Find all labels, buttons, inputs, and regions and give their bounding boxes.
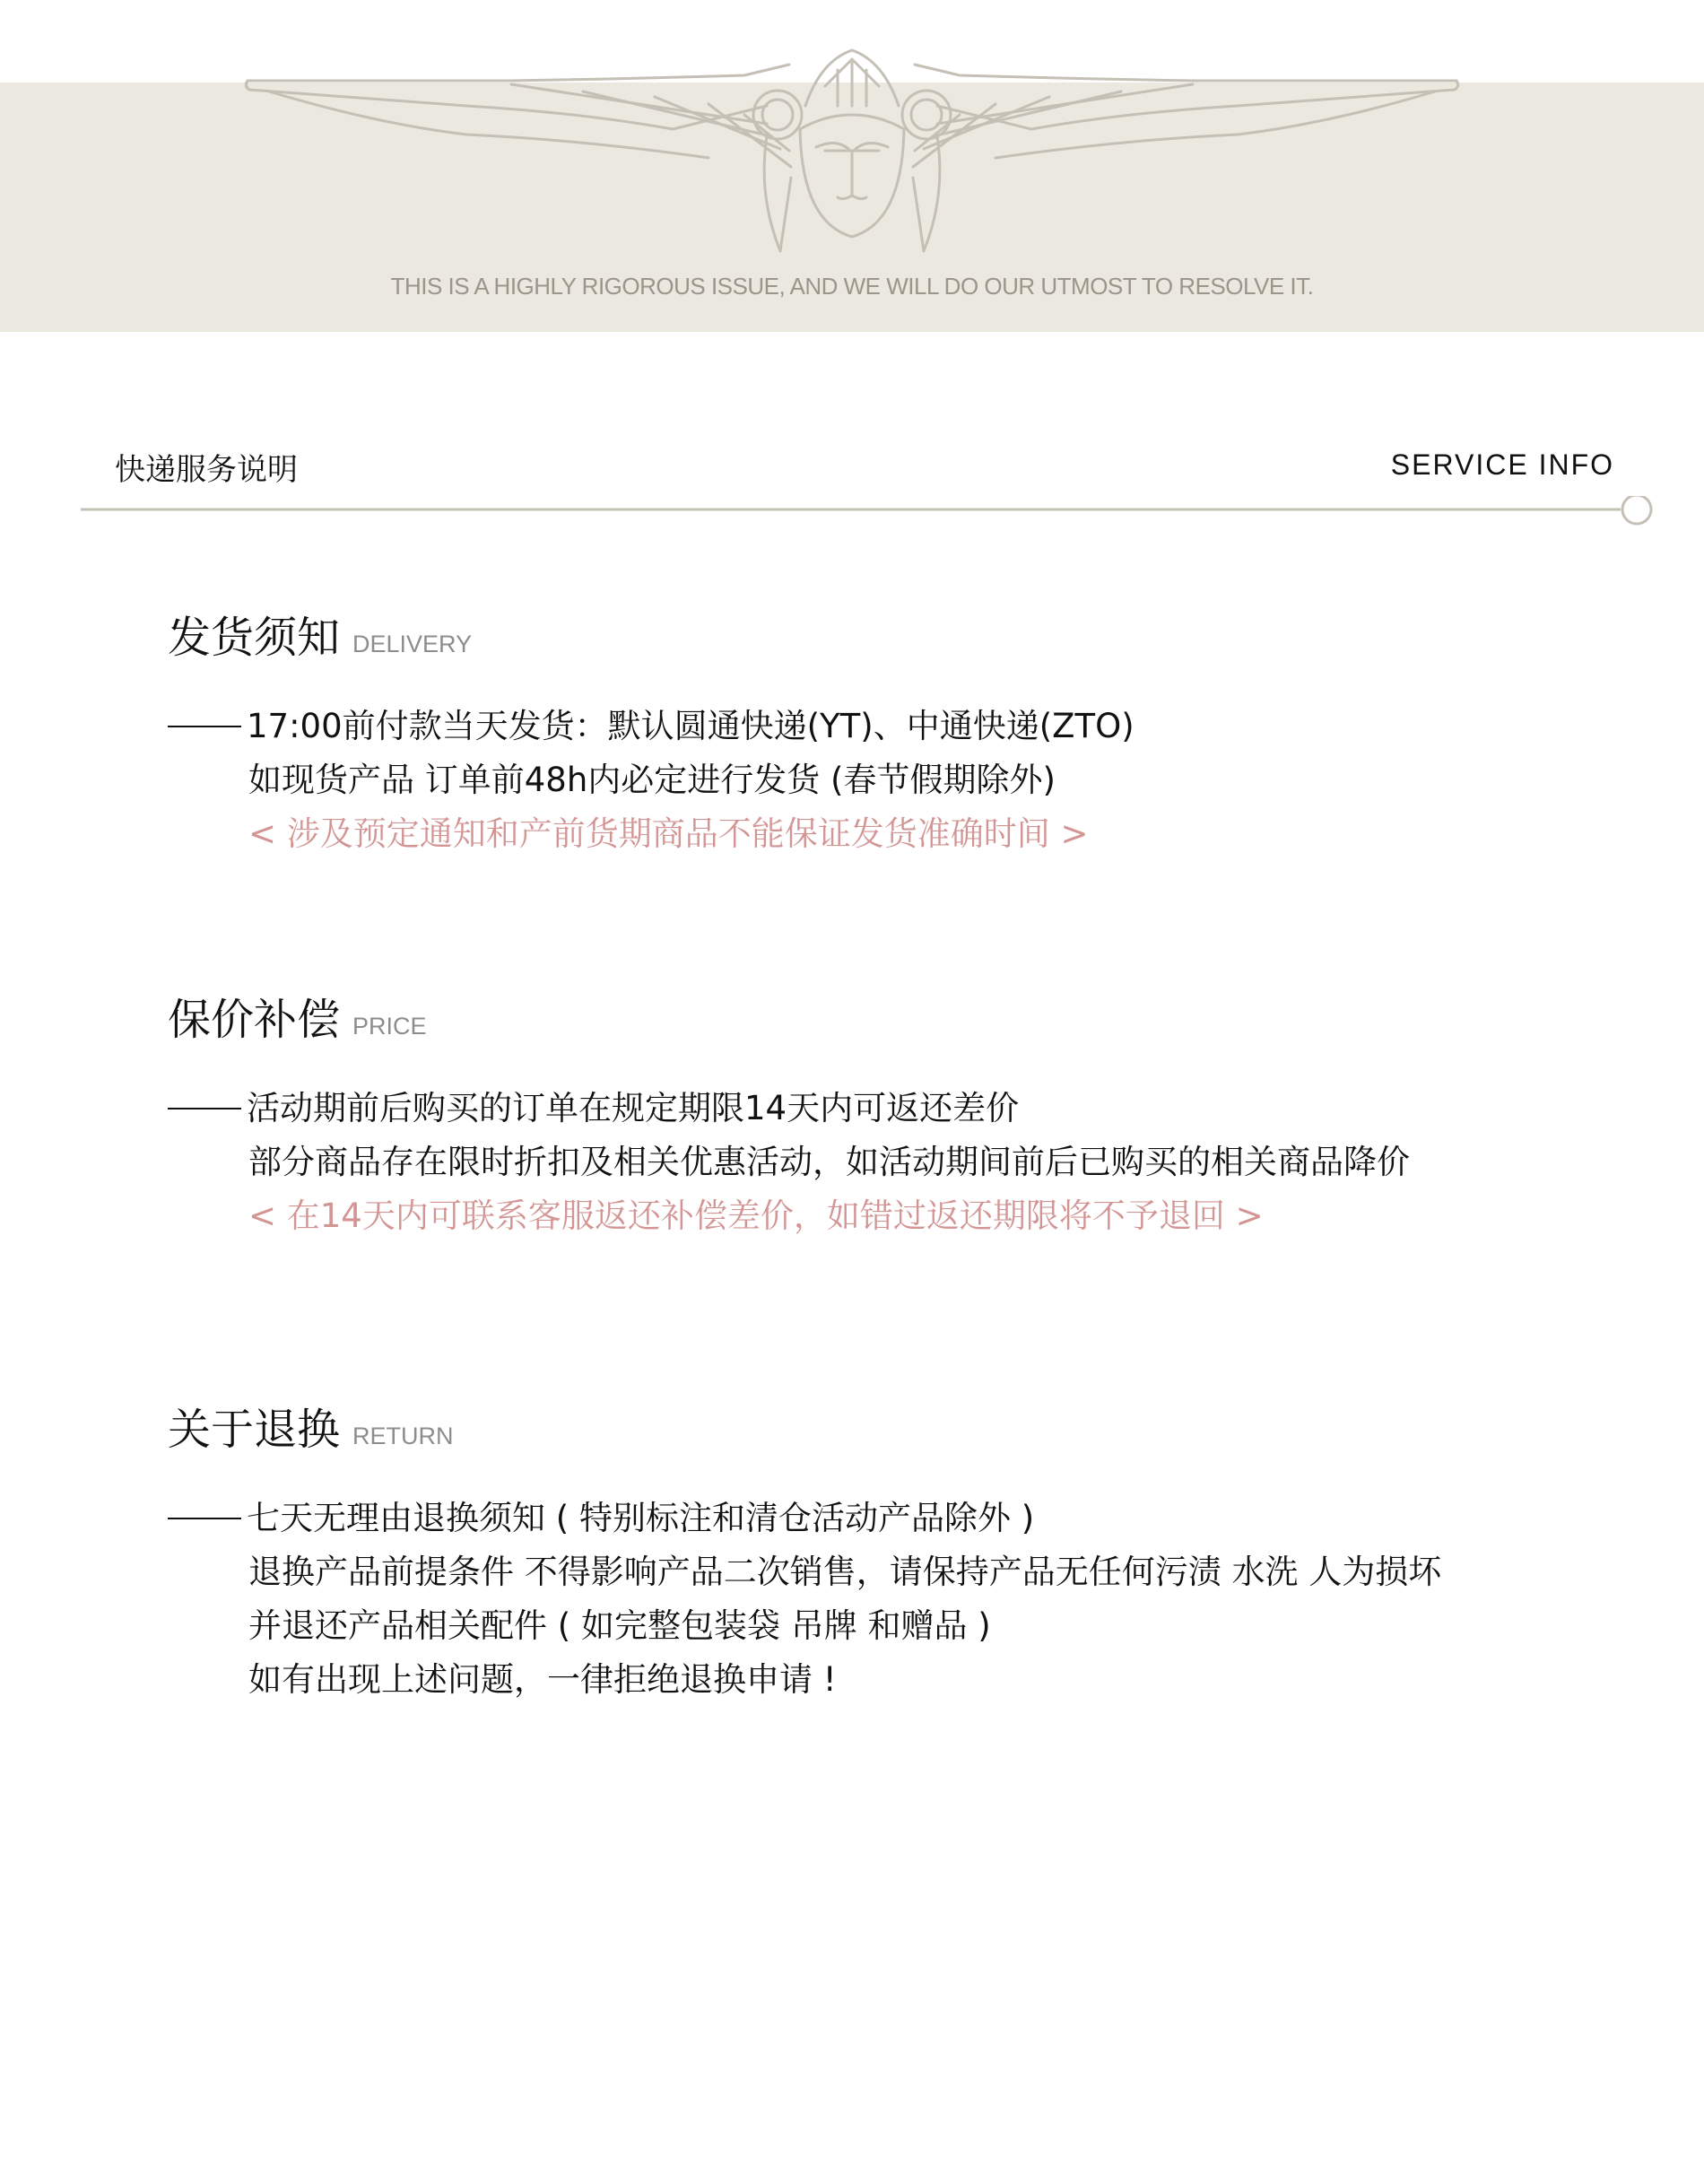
section-price [168, 985, 1603, 1243]
note-text: < 在14天内可联系客服返还补偿差价，如错过返还期限将不予退回 > [248, 1196, 1264, 1235]
line-text: 七天无理由退换须知 ( 特别标注和清仓活动产品除外 ) [247, 1499, 1035, 1537]
page-title-en: SERVICE INFO [1390, 448, 1614, 481]
list-item: 如有出现上述问题，一律拒绝退换申请 ! [248, 1660, 837, 1699]
section-title-en: PRICE [352, 1013, 427, 1040]
list-item [168, 1492, 1603, 1545]
list-item [168, 1082, 1603, 1136]
section-title [168, 985, 1603, 1048]
list-item: 如现货产品 订单前48h内必定进行发货 (春节假期除外) [248, 761, 1056, 799]
section-title-en: RETURN [352, 1423, 454, 1449]
header-tagline: THIS IS A HIGHLY RIGOROUS ISSUE, AND WE WILL DO OUR UTMOST TO RESOLVE IT. [390, 273, 1314, 300]
winged-helmet-emblem-icon [242, 43, 1462, 258]
section-title-cn: 保价补偿 [168, 995, 341, 1045]
dash-icon [168, 726, 241, 727]
title-divider [81, 496, 1655, 532]
section-title-cn: 关于退换 [168, 1405, 341, 1455]
section-return [168, 1395, 1603, 1707]
line-text: 活动期前后购买的订单在规定期限14天内可返还差价 [247, 1089, 1020, 1127]
dash-icon [168, 1108, 241, 1109]
section-title-en: DELIVERY [352, 631, 473, 657]
line-text: 17:00前付款当天发货：默认圆通快递(YT)、中通快递(ZTO) [247, 707, 1135, 745]
section-title-cn: 发货须知 [168, 613, 341, 663]
section-title [168, 603, 1603, 666]
page-title-cn: 快递服务说明 [115, 452, 298, 488]
section-title [168, 1395, 1603, 1457]
list-item: 并退还产品相关配件 ( 如完整包装袋 吊牌 和赠品 ) [248, 1606, 991, 1645]
list-item: 退换产品前提条件 不得影响产品二次销售，请保持产品无任何污渍 水洗 人为损坏 [248, 1553, 1442, 1591]
section-delivery [168, 603, 1603, 861]
dash-icon [168, 1518, 241, 1519]
list-item [168, 700, 1603, 753]
list-item: 部分商品存在限时折扣及相关优惠活动，如活动期间前后已购买的相关商品降价 [248, 1143, 1410, 1181]
note-text: < 涉及预定通知和产前货期商品不能保证发货准确时间 > [248, 814, 1089, 853]
